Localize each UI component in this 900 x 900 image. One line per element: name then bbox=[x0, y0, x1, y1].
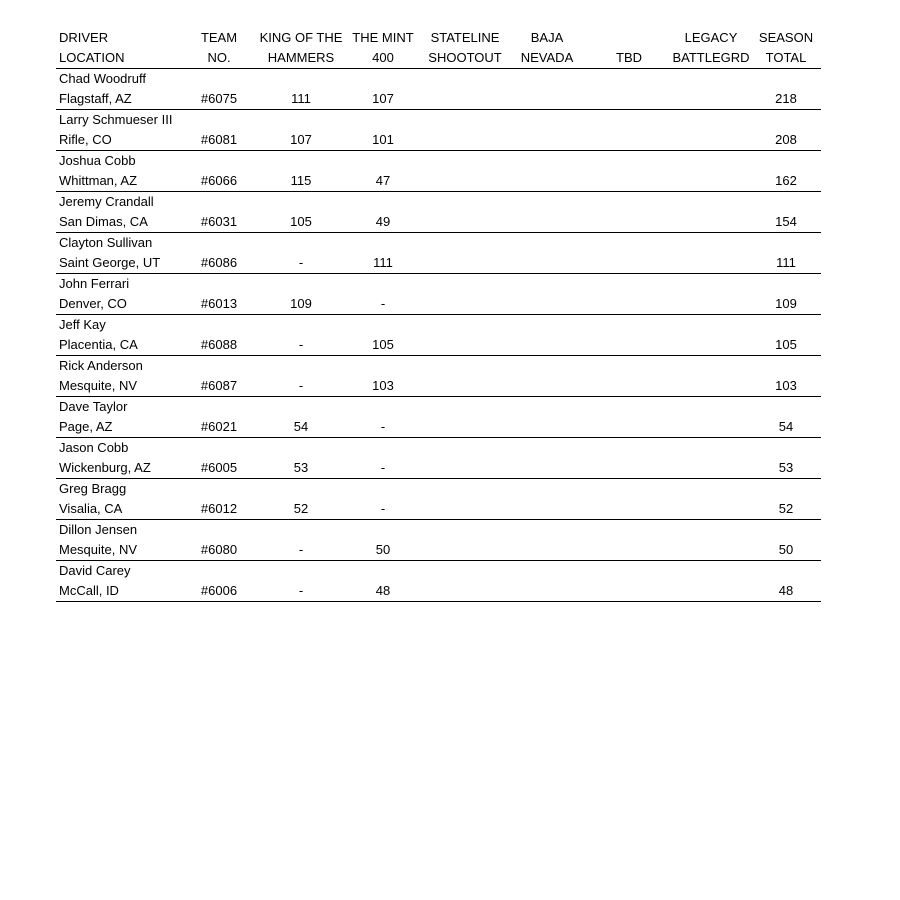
table-row bbox=[56, 561, 821, 602]
team-number-cell: #6087 bbox=[200, 378, 238, 393]
driver-location: Flagstaff, AZ bbox=[59, 91, 132, 106]
team-number-cell: #6005 bbox=[200, 460, 238, 475]
team-number-cell: #6086 bbox=[200, 255, 238, 270]
driver-location: McCall, ID bbox=[59, 583, 119, 598]
king-of-the-hammers-cell: - bbox=[298, 337, 304, 352]
header-season-total: SEASON TOTAL bbox=[758, 30, 814, 65]
team-number-cell: #6021 bbox=[200, 419, 238, 434]
driver-cell bbox=[56, 192, 179, 232]
driver-name: Clayton Sullivan bbox=[59, 235, 153, 250]
driver-location: Rifle, CO bbox=[59, 132, 112, 147]
header-driver-location bbox=[56, 28, 179, 68]
season-total-cell: 154 bbox=[775, 214, 797, 229]
the-mint-400-cell: 111 bbox=[373, 255, 393, 270]
team-number-cell: #6088 bbox=[200, 337, 238, 352]
driver-name: Joshua Cobb bbox=[59, 153, 136, 168]
driver-name: Jason Cobb bbox=[59, 440, 129, 455]
season-total-cell: 48 bbox=[778, 583, 794, 598]
driver-name: Jeff Kay bbox=[59, 317, 106, 332]
driver-cell bbox=[56, 69, 179, 109]
header-team-no: TEAM NO. bbox=[200, 30, 238, 65]
season-total-cell: 52 bbox=[778, 501, 794, 516]
driver-cell bbox=[56, 274, 179, 314]
driver-location: Page, AZ bbox=[59, 419, 113, 434]
king-of-the-hammers-cell: 53 bbox=[293, 460, 309, 475]
season-total-cell: 162 bbox=[775, 173, 797, 188]
team-number-cell: #6066 bbox=[200, 173, 238, 188]
header-driver: DRIVER bbox=[59, 30, 109, 45]
the-mint-400-cell: 105 bbox=[372, 337, 394, 352]
season-total-cell: 218 bbox=[775, 91, 797, 106]
table-row bbox=[56, 69, 821, 110]
driver-location: Whittman, AZ bbox=[59, 173, 138, 188]
driver-name: John Ferrari bbox=[59, 276, 130, 291]
table-row bbox=[56, 315, 821, 356]
the-mint-400-cell: 48 bbox=[375, 583, 391, 598]
driver-name: Dave Taylor bbox=[59, 399, 128, 414]
header-baja-nevada: BAJA NEVADA bbox=[520, 30, 574, 65]
season-total-cell: 50 bbox=[778, 542, 794, 557]
the-mint-400-cell: - bbox=[380, 501, 386, 516]
driver-cell bbox=[56, 561, 179, 601]
season-total-cell: 53 bbox=[778, 460, 794, 475]
king-of-the-hammers-cell: 115 bbox=[290, 173, 312, 188]
driver-cell bbox=[56, 479, 179, 519]
driver-location: Mesquite, NV bbox=[59, 378, 138, 393]
table-body bbox=[56, 69, 821, 602]
season-total-cell: 109 bbox=[775, 296, 797, 311]
table-row bbox=[56, 397, 821, 438]
team-number-cell: #6012 bbox=[200, 501, 238, 516]
driver-location: Denver, CO bbox=[59, 296, 127, 311]
driver-name: Chad Woodruff bbox=[59, 71, 146, 86]
driver-cell bbox=[56, 110, 179, 150]
driver-cell bbox=[56, 233, 179, 273]
king-of-the-hammers-cell: - bbox=[298, 583, 304, 598]
driver-location: Saint George, UT bbox=[59, 255, 161, 270]
header-location: LOCATION bbox=[59, 50, 125, 65]
driver-name: Larry Schmueser III bbox=[59, 112, 173, 127]
king-of-the-hammers-cell: - bbox=[298, 255, 304, 270]
king-of-the-hammers-cell: 111 bbox=[291, 91, 311, 106]
table-row bbox=[56, 356, 821, 397]
driver-location: Placentia, CA bbox=[59, 337, 138, 352]
king-of-the-hammers-cell: 52 bbox=[293, 501, 309, 516]
the-mint-400-cell: 101 bbox=[372, 132, 394, 147]
header-tbd: TBD bbox=[616, 50, 642, 65]
driver-name: Greg Bragg bbox=[59, 481, 127, 496]
driver-cell bbox=[56, 151, 179, 191]
the-mint-400-cell: 107 bbox=[372, 91, 394, 106]
team-number-cell: #6081 bbox=[200, 132, 238, 147]
the-mint-400-cell: - bbox=[380, 419, 386, 434]
driver-cell bbox=[56, 520, 179, 560]
header-king-of-the-hammers: KING OF THE HAMMERS bbox=[259, 30, 343, 65]
standings-table bbox=[56, 28, 821, 602]
king-of-the-hammers-cell: - bbox=[298, 378, 304, 393]
driver-location: San Dimas, CA bbox=[59, 214, 148, 229]
team-number-cell: #6006 bbox=[200, 583, 238, 598]
king-of-the-hammers-cell: - bbox=[298, 542, 304, 557]
table-row bbox=[56, 438, 821, 479]
table-row bbox=[56, 233, 821, 274]
king-of-the-hammers-cell: 54 bbox=[293, 419, 309, 434]
season-total-cell: 111 bbox=[776, 255, 796, 270]
table-row bbox=[56, 479, 821, 520]
the-mint-400-cell: 47 bbox=[375, 173, 391, 188]
team-number-cell: #6031 bbox=[200, 214, 238, 229]
king-of-the-hammers-cell: 105 bbox=[290, 214, 312, 229]
driver-name: Dillon Jensen bbox=[59, 522, 138, 537]
season-total-cell: 208 bbox=[775, 132, 797, 147]
the-mint-400-cell: - bbox=[380, 460, 386, 475]
driver-location: Visalia, CA bbox=[59, 501, 123, 516]
table-row bbox=[56, 274, 821, 315]
header-stateline-shootout: STATELINE SHOOTOUT bbox=[428, 30, 502, 65]
header-legacy-battlegrd: LEGACY BATTLEGRD bbox=[672, 30, 750, 65]
season-total-cell: 105 bbox=[775, 337, 797, 352]
header-the-mint-400: THE MINT 400 bbox=[352, 30, 414, 65]
driver-cell bbox=[56, 315, 179, 355]
driver-name: Rick Anderson bbox=[59, 358, 143, 373]
table-row bbox=[56, 192, 821, 233]
the-mint-400-cell: 50 bbox=[375, 542, 391, 557]
the-mint-400-cell: 49 bbox=[375, 214, 391, 229]
table-row bbox=[56, 110, 821, 151]
table-header-row bbox=[56, 28, 821, 69]
driver-cell bbox=[56, 356, 179, 396]
team-number-cell: #6080 bbox=[200, 542, 238, 557]
king-of-the-hammers-cell: 109 bbox=[290, 296, 312, 311]
the-mint-400-cell: - bbox=[380, 296, 386, 311]
team-number-cell: #6075 bbox=[200, 91, 238, 106]
driver-cell bbox=[56, 397, 179, 437]
team-number-cell: #6013 bbox=[200, 296, 238, 311]
king-of-the-hammers-cell: 107 bbox=[290, 132, 312, 147]
driver-location: Wickenburg, AZ bbox=[59, 460, 151, 475]
table-row bbox=[56, 520, 821, 561]
driver-name: Jeremy Crandall bbox=[59, 194, 154, 209]
driver-location: Mesquite, NV bbox=[59, 542, 138, 557]
driver-name: David Carey bbox=[59, 563, 131, 578]
the-mint-400-cell: 103 bbox=[372, 378, 394, 393]
season-total-cell: 54 bbox=[778, 419, 794, 434]
season-total-cell: 103 bbox=[775, 378, 797, 393]
table-row bbox=[56, 151, 821, 192]
driver-cell bbox=[56, 438, 179, 478]
